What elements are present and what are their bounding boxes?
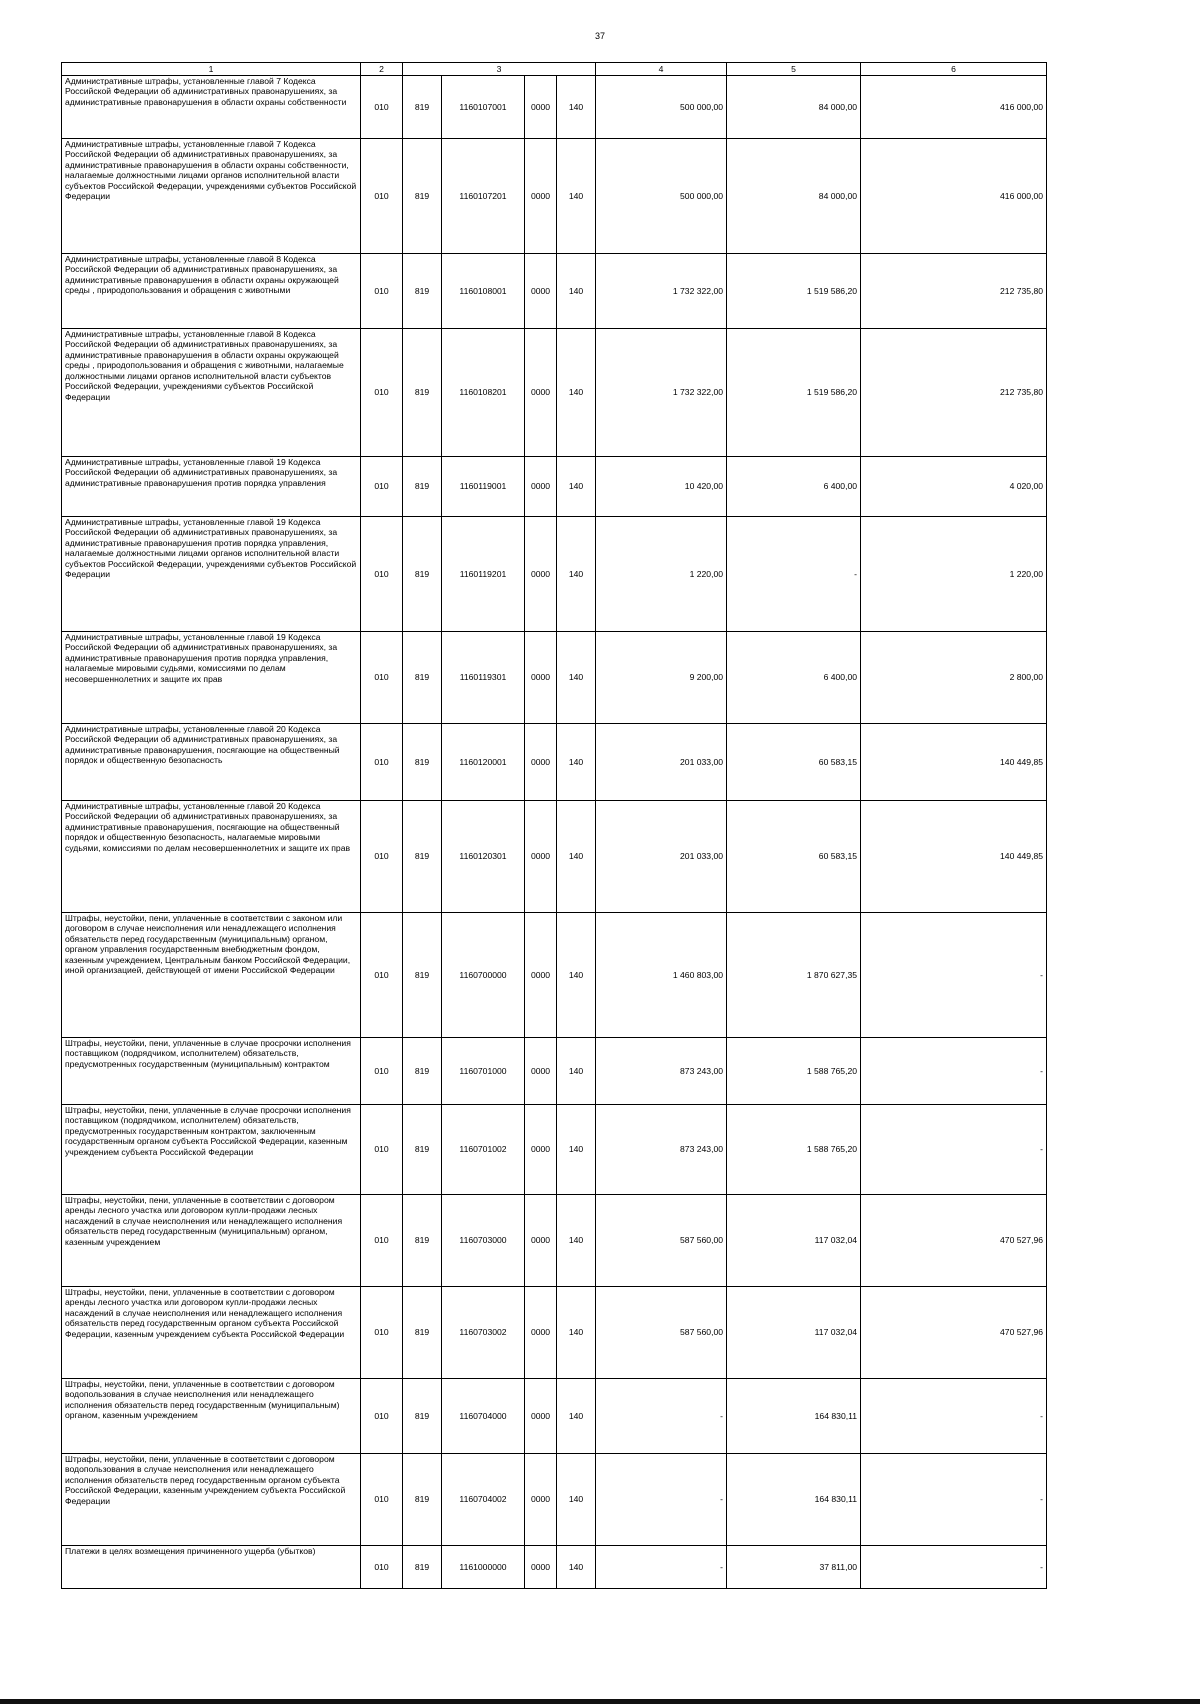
row-col5-value: 117 032,04 (727, 1287, 861, 1379)
row-admin-code: 819 (403, 1546, 442, 1589)
row-description: Административные штрафы, установленные главой 7 Кодекса Российской Федерации об административных правонарушениях, за административные правонарушения в области охраны собственности, налагаемые должностными лицами органов исполнительной власти субъектов Российской Федерации, учреждениями субъектов Российской Федерации (62, 139, 361, 254)
row-col4-value: 873 243,00 (596, 1038, 727, 1105)
row-admin-code: 819 (403, 1287, 442, 1379)
table-row (62, 517, 1047, 632)
row-col5-value: 117 032,04 (727, 1195, 861, 1287)
table-row (62, 1287, 1047, 1379)
row-col4-value: 500 000,00 (596, 76, 727, 139)
row-line-code: 010 (361, 1195, 403, 1287)
row-subtype-code: 0000 (525, 1038, 557, 1105)
row-col6-value: 140 449,85 (861, 801, 1047, 913)
row-admin-code: 819 (403, 1379, 442, 1454)
row-class-code: 140 (557, 76, 596, 139)
row-class-code: 140 (557, 1454, 596, 1546)
row-class-code: 140 (557, 1038, 596, 1105)
budget-table (61, 62, 1047, 1589)
row-col6-value: - (861, 1546, 1047, 1589)
row-revenue-code: 1161000000 (442, 1546, 525, 1589)
row-description: Административные штрафы, установленные главой 20 Кодекса Российской Федерации об административных правонарушениях, за административные правонарушения, посягающие на общественный порядок и общественную безопасность, налагаемые мировыми судьями, комиссиями по делам несовершеннолетних и защите их прав (62, 801, 361, 913)
row-col6-value: 470 527,96 (861, 1195, 1047, 1287)
table-row (62, 457, 1047, 517)
row-line-code: 010 (361, 1454, 403, 1546)
row-col5-value: 1 870 627,35 (727, 913, 861, 1038)
row-subtype-code: 0000 (525, 76, 557, 139)
row-description: Штрафы, неустойки, пени, уплаченные в соответствии с законом или договором в случае неисполнения или ненадлежащего исполнения обязательств перед государственным (муниципальным) органом, органом управления государственным внебюджетным фондом, казенным учреждением, Центральным банком Российской Федерации, иной организацией, действующей от имени Российской Федерации (62, 913, 361, 1038)
row-col6-value: - (861, 913, 1047, 1038)
row-revenue-code: 1160703000 (442, 1195, 525, 1287)
row-col5-value: 1 519 586,20 (727, 329, 861, 457)
row-subtype-code: 0000 (525, 139, 557, 254)
row-description: Штрафы, неустойки, пени, уплаченные в соответствии с договором аренды лесного участка или договором купли-продажи лесных насаждений в случае неисполнения или ненадлежащего исполнения обязательств перед государственным (муниципальным) органом, казенным учреждением (62, 1195, 361, 1287)
table-row (62, 913, 1047, 1038)
row-class-code: 140 (557, 1195, 596, 1287)
row-revenue-code: 1160701002 (442, 1105, 525, 1195)
row-class-code: 140 (557, 632, 596, 724)
row-col5-value: 84 000,00 (727, 76, 861, 139)
row-subtype-code: 0000 (525, 632, 557, 724)
row-admin-code: 819 (403, 329, 442, 457)
row-line-code: 010 (361, 801, 403, 913)
row-line-code: 010 (361, 329, 403, 457)
row-line-code: 010 (361, 1287, 403, 1379)
row-description: Штрафы, неустойки, пени, уплаченные в случае просрочки исполнения поставщиком (подрядчиком, исполнителем) обязательств, предусмотренных государственным (муниципальным) контрактом (62, 1038, 361, 1105)
row-line-code: 010 (361, 1038, 403, 1105)
row-col5-value: 37 811,00 (727, 1546, 861, 1589)
row-col4-value: 873 243,00 (596, 1105, 727, 1195)
row-col5-value: 60 583,15 (727, 801, 861, 913)
row-description: Административные штрафы, установленные главой 19 Кодекса Российской Федерации об административных правонарушениях, за административные правонарушения против порядка управления (62, 457, 361, 517)
row-subtype-code: 0000 (525, 457, 557, 517)
row-col4-value: 10 420,00 (596, 457, 727, 517)
row-admin-code: 819 (403, 139, 442, 254)
table-row (62, 632, 1047, 724)
row-subtype-code: 0000 (525, 1454, 557, 1546)
row-admin-code: 819 (403, 724, 442, 801)
row-subtype-code: 0000 (525, 1287, 557, 1379)
table-row (62, 801, 1047, 913)
row-line-code: 010 (361, 1105, 403, 1195)
row-revenue-code: 1160704000 (442, 1379, 525, 1454)
row-line-code: 010 (361, 913, 403, 1038)
row-class-code: 140 (557, 801, 596, 913)
row-col6-value: - (861, 1038, 1047, 1105)
row-col6-value: 470 527,96 (861, 1287, 1047, 1379)
row-class-code: 140 (557, 1546, 596, 1589)
row-col4-value: 587 560,00 (596, 1195, 727, 1287)
row-col5-value: 1 588 765,20 (727, 1105, 861, 1195)
header-col-2: 2 (361, 63, 403, 76)
row-col5-value: 1 588 765,20 (727, 1038, 861, 1105)
row-revenue-code: 1160119201 (442, 517, 525, 632)
row-col6-value: 212 735,80 (861, 329, 1047, 457)
row-class-code: 140 (557, 1287, 596, 1379)
row-col4-value: 1 732 322,00 (596, 254, 727, 329)
row-col4-value: 9 200,00 (596, 632, 727, 724)
row-col4-value: 500 000,00 (596, 139, 727, 254)
row-col6-value: 416 000,00 (861, 76, 1047, 139)
table-row (62, 1038, 1047, 1105)
row-description: Штрафы, неустойки, пени, уплаченные в соответствии с договором водопользования в случае неисполнения или ненадлежащего исполнения обязательств перед государственным (муниципальным) органом, казенным учреждением (62, 1379, 361, 1454)
row-col5-value: 60 583,15 (727, 724, 861, 801)
header-col-6: 6 (861, 63, 1047, 76)
row-col6-value: 2 800,00 (861, 632, 1047, 724)
row-subtype-code: 0000 (525, 801, 557, 913)
row-class-code: 140 (557, 1105, 596, 1195)
row-col6-value: 416 000,00 (861, 139, 1047, 254)
row-col6-value: 4 020,00 (861, 457, 1047, 517)
scan-edge-bar (0, 1699, 1200, 1704)
row-revenue-code: 1160119301 (442, 632, 525, 724)
row-class-code: 140 (557, 139, 596, 254)
row-col5-value: 84 000,00 (727, 139, 861, 254)
row-col5-value: 164 830,11 (727, 1379, 861, 1454)
row-subtype-code: 0000 (525, 517, 557, 632)
row-revenue-code: 1160107001 (442, 76, 525, 139)
row-description: Административные штрафы, установленные главой 19 Кодекса Российской Федерации об административных правонарушениях, за административные правонарушения против порядка управления, налагаемые должностными лицами органов исполнительной власти субъектов Российской Федерации, учреждениями субъектов Российской Федерации (62, 517, 361, 632)
table-row (62, 76, 1047, 139)
row-description: Штрафы, неустойки, пени, уплаченные в соответствии с договором водопользования в случае неисполнения или ненадлежащего исполнения обязательств перед государственным органом субъекта Российской Федерации, казенным учреждением субъекта Российской Федерации (62, 1454, 361, 1546)
row-admin-code: 819 (403, 1454, 442, 1546)
table-row (62, 139, 1047, 254)
table-row (62, 329, 1047, 457)
row-description: Административные штрафы, установленные главой 8 Кодекса Российской Федерации об административных правонарушениях, за административные правонарушения в области охраны окружающей среды , природопользования и обращения с животными (62, 254, 361, 329)
row-admin-code: 819 (403, 517, 442, 632)
row-col6-value: - (861, 1454, 1047, 1546)
row-class-code: 140 (557, 517, 596, 632)
row-col4-value: 201 033,00 (596, 724, 727, 801)
header-col-5: 5 (727, 63, 861, 76)
row-col4-value: - (596, 1546, 727, 1589)
row-class-code: 140 (557, 254, 596, 329)
row-admin-code: 819 (403, 254, 442, 329)
header-col-1: 1 (62, 63, 361, 76)
row-col6-value: - (861, 1105, 1047, 1195)
header-row (62, 63, 1047, 76)
row-class-code: 140 (557, 1379, 596, 1454)
row-col4-value: 587 560,00 (596, 1287, 727, 1379)
table-row (62, 254, 1047, 329)
row-admin-code: 819 (403, 632, 442, 724)
row-col4-value: 1 732 322,00 (596, 329, 727, 457)
row-admin-code: 819 (403, 801, 442, 913)
row-class-code: 140 (557, 724, 596, 801)
row-col5-value: 1 519 586,20 (727, 254, 861, 329)
row-revenue-code: 1160700000 (442, 913, 525, 1038)
row-subtype-code: 0000 (525, 1195, 557, 1287)
row-revenue-code: 1160108001 (442, 254, 525, 329)
row-description: Административные штрафы, установленные главой 19 Кодекса Российской Федерации об административных правонарушениях, за административные правонарушения против порядка управления, налагаемые мировыми судьями, комиссиями по делам несовершеннолетних и защите их прав (62, 632, 361, 724)
row-line-code: 010 (361, 254, 403, 329)
row-col6-value: 1 220,00 (861, 517, 1047, 632)
row-admin-code: 819 (403, 1038, 442, 1105)
row-col5-value: 6 400,00 (727, 632, 861, 724)
row-class-code: 140 (557, 329, 596, 457)
row-subtype-code: 0000 (525, 1379, 557, 1454)
row-col6-value: - (861, 1379, 1047, 1454)
row-subtype-code: 0000 (525, 724, 557, 801)
row-col4-value: - (596, 1454, 727, 1546)
row-revenue-code: 1160704002 (442, 1454, 525, 1546)
table-row (62, 1195, 1047, 1287)
row-col4-value: - (596, 1379, 727, 1454)
row-subtype-code: 0000 (525, 913, 557, 1038)
table-row (62, 1105, 1047, 1195)
row-subtype-code: 0000 (525, 254, 557, 329)
row-revenue-code: 1160703002 (442, 1287, 525, 1379)
row-col6-value: 140 449,85 (861, 724, 1047, 801)
row-line-code: 010 (361, 517, 403, 632)
row-col5-value: 6 400,00 (727, 457, 861, 517)
table-row (62, 1546, 1047, 1589)
row-line-code: 010 (361, 76, 403, 139)
row-class-code: 140 (557, 913, 596, 1038)
row-line-code: 010 (361, 139, 403, 254)
row-col6-value: 212 735,80 (861, 254, 1047, 329)
row-revenue-code: 1160120301 (442, 801, 525, 913)
row-revenue-code: 1160701000 (442, 1038, 525, 1105)
row-col5-value: - (727, 517, 861, 632)
row-line-code: 010 (361, 724, 403, 801)
table-row (62, 1379, 1047, 1454)
row-admin-code: 819 (403, 913, 442, 1038)
row-line-code: 010 (361, 1546, 403, 1589)
row-admin-code: 819 (403, 457, 442, 517)
row-description: Административные штрафы, установленные главой 8 Кодекса Российской Федерации об административных правонарушениях, за административные правонарушения в области охраны окружающей среды , природопользования и обращения с животными, налагаемые должностными лицами органов исполнительной власти субъектов Российской Федерации, учреждениями субъектов Российской Федерации (62, 329, 361, 457)
header-col-4: 4 (596, 63, 727, 76)
row-subtype-code: 0000 (525, 329, 557, 457)
row-revenue-code: 1160108201 (442, 329, 525, 457)
page-number: 37 (594, 31, 605, 41)
row-admin-code: 819 (403, 76, 442, 139)
row-revenue-code: 1160107201 (442, 139, 525, 254)
table-row (62, 1454, 1047, 1546)
row-col5-value: 164 830,11 (727, 1454, 861, 1546)
row-revenue-code: 1160119001 (442, 457, 525, 517)
row-class-code: 140 (557, 457, 596, 517)
table-row (62, 724, 1047, 801)
row-description: Административные штрафы, установленные главой 7 Кодекса Российской Федерации об административных правонарушениях, за административные правонарушения в области охраны собственности (62, 76, 361, 139)
row-line-code: 010 (361, 457, 403, 517)
header-col-3: 3 (403, 63, 596, 76)
row-line-code: 010 (361, 632, 403, 724)
row-line-code: 010 (361, 1379, 403, 1454)
row-col4-value: 201 033,00 (596, 801, 727, 913)
row-admin-code: 819 (403, 1195, 442, 1287)
row-subtype-code: 0000 (525, 1105, 557, 1195)
row-admin-code: 819 (403, 1105, 442, 1195)
row-revenue-code: 1160120001 (442, 724, 525, 801)
row-col4-value: 1 220,00 (596, 517, 727, 632)
row-description: Штрафы, неустойки, пени, уплаченные в соответствии с договором аренды лесного участка или договором купли-продажи лесных насаждений в случае неисполнения или ненадлежащего исполнения обязательств перед государственным органом субъекта Российской Федерации, казенным учреждением субъекта Российской Федерации (62, 1287, 361, 1379)
row-subtype-code: 0000 (525, 1546, 557, 1589)
row-description: Административные штрафы, установленные главой 20 Кодекса Российской Федерации об административных правонарушениях, за административные правонарушения, посягающие на общественный порядок и общественную безопасность (62, 724, 361, 801)
row-description: Платежи в целях возмещения причиненного ущерба (убытков) (62, 1546, 361, 1589)
row-description: Штрафы, неустойки, пени, уплаченные в случае просрочки исполнения поставщиком (подрядчиком, исполнителем) обязательств, предусмотренных государственным контрактом, заключенным государственным органом субъекта Российской Федерации, казенным учреждением субъекта Российской Федерации (62, 1105, 361, 1195)
row-col4-value: 1 460 803,00 (596, 913, 727, 1038)
table-body (62, 76, 1047, 1589)
